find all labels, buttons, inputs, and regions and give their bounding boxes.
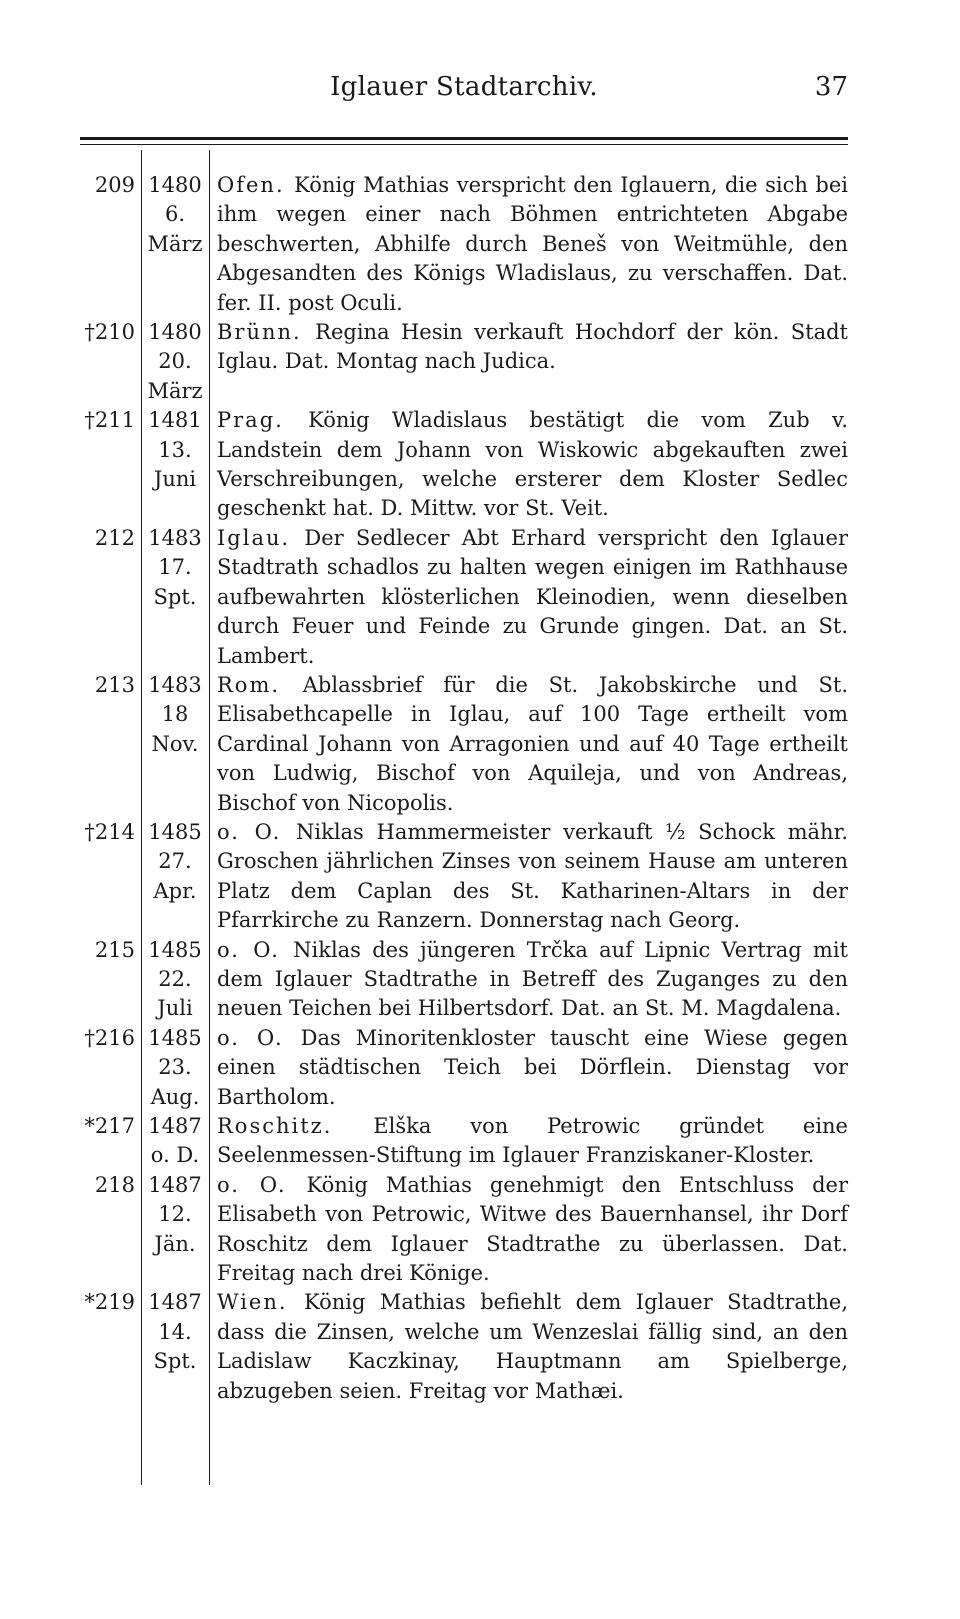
- register-entry: [80, 1288, 848, 1406]
- entry-date-line: März: [147, 378, 203, 403]
- entry-date-line: 1487: [148, 1290, 202, 1315]
- entry-text: [209, 936, 848, 1024]
- entry-number: †211: [84, 408, 135, 433]
- entry-date-line: 13.: [158, 437, 192, 462]
- entry-number: *219: [84, 1290, 135, 1315]
- entry-date-line: 23.: [158, 1055, 192, 1080]
- entry-body: König Mathias verspricht den Iglauern, die sich bei ihm wegen einer nach Böhmen entrichteten Abgabe beschwerten, Abhilfe durch Beneš von Weitmühle, den Abgesandten des Königs Wladislaus, zu verschaffen. Dat. fer. II. post Oculi.: [217, 173, 848, 315]
- entry-date-line: 20.: [158, 349, 192, 374]
- header-rule-thin: [80, 144, 848, 145]
- entry-date-line: 22.: [158, 966, 192, 991]
- entry-date-line: 18: [161, 702, 189, 727]
- entry-date-line: o. D.: [150, 1143, 200, 1168]
- entry-date-line: Jän.: [154, 1231, 196, 1256]
- entry-body: Das Minoritenkloster tauscht eine Wiese gegen einen städtischen Teich bei Dörflein. Dienstag vor Bartholom.: [217, 1025, 848, 1109]
- entry-date-line: Juli: [157, 996, 193, 1021]
- entry-date: [141, 1112, 209, 1171]
- entry-body: Ablassbrief für die St. Jakobskirche und St. Elisabethcapelle in Iglau, auf 100 Tage ertheilt vom Cardinal Johann von Arragonien und auf 40 Tage ertheilt von Ludwig, Bischof von Aquileja, und von Andreas, Bischof von Nicopolis.: [217, 672, 848, 815]
- entry-text: [209, 1288, 848, 1406]
- header-title: Iglauer Stadtarchiv.: [330, 72, 598, 102]
- entry-number: 215: [94, 937, 135, 962]
- entry-date: [141, 936, 209, 1024]
- entry-date: [141, 1288, 209, 1406]
- header-rule-thick: [80, 137, 848, 140]
- register-entry: [80, 1171, 848, 1289]
- register-entries: [80, 171, 848, 1406]
- entry-number: †210: [84, 320, 135, 345]
- entry-date: [141, 318, 209, 406]
- entry-number: †216: [84, 1025, 135, 1050]
- entry-date-line: Juni: [153, 467, 197, 492]
- entry-date: [141, 406, 209, 524]
- entry-text: [209, 406, 848, 524]
- entry-place: Wien.: [217, 1290, 304, 1315]
- entry-date-line: 1483: [148, 525, 202, 550]
- register-entry: [80, 406, 848, 524]
- entry-body: Regina Hesin verkauft Hochdorf der kön. Stadt Iglau. Dat. Montag nach Judica.: [217, 320, 848, 374]
- entry-number: 218: [94, 1172, 135, 1197]
- entry-body: König Mathias befiehlt dem Iglauer Stadtrathe, dass die Zinsen, welche um Wenzeslai fällig sind, an den Ladislaw Kaczkinay, Hauptmann am Spielberge, abzugeben seien. Freitag vor Mathæi.: [217, 1290, 848, 1403]
- entry-place: Iglau.: [217, 525, 305, 550]
- entry-date-line: Apr.: [153, 878, 197, 903]
- entry-date-line: 17.: [158, 555, 192, 580]
- entry-text: [209, 818, 848, 936]
- entry-body: König Wladislaus bestätigt die vom Zub v. Landstein dem Johann von Wiskowic abgekauften zwei Verschreibungen, welche ersterer dem Kloster Sedlec geschenkt hat. D. Mittw. vor St. Veit.: [217, 408, 848, 521]
- entry-body: Niklas des jüngeren Trčka auf Lipnic Vertrag mit dem Iglauer Stadtrathe in Betreff des Zuganges zu den neuen Teichen bei Hilbertsdorf. Dat. an St. M. Magdalena.: [217, 937, 848, 1021]
- entry-date-line: März: [147, 231, 203, 256]
- entry-date-line: 1485: [148, 1025, 202, 1050]
- entry-date: [141, 1171, 209, 1289]
- entry-date-line: 14.: [158, 1319, 192, 1344]
- entry-date-line: Aug.: [150, 1084, 200, 1109]
- entry-date-line: 12.: [158, 1202, 192, 1227]
- register-entry: [80, 171, 848, 318]
- entry-place: Roschitz.: [217, 1114, 374, 1138]
- register-entry: [80, 524, 848, 671]
- entry-date: [141, 671, 209, 818]
- entry-text: [209, 1171, 848, 1289]
- entry-number: 212: [94, 525, 135, 550]
- entry-body: König Mathias genehmigt den Entschluss der Elisabeth von Petrowic, Witwe des Bauernhansel, ihr Dorf Roschitz dem Iglauer Stadtrathe zu überlassen. Dat. Freitag nach drei Könige.: [217, 1172, 848, 1286]
- entry-date: [141, 1024, 209, 1112]
- register-entry: [80, 671, 848, 818]
- entry-date-line: 6.: [164, 202, 186, 227]
- entry-body: Elška von Petrowic gründet eine Seelenmessen-Stiftung im Iglauer Franziskaner-Kloster.: [217, 1114, 848, 1168]
- entry-date-line: 27.: [158, 849, 192, 874]
- entry-date-line: 1481: [148, 408, 202, 433]
- entry-body: Niklas Hammermeister verkauft ½ Schock mähr. Groschen jährlichen Zinses von seinem Hause am unteren Platz dem Caplan des St. Katharinen-Altars in der Pfarrkirche zu Ranzern. Donnerstag nach Georg.: [217, 819, 848, 933]
- entry-place: o. O.: [217, 819, 296, 844]
- register-entry: [80, 1024, 848, 1112]
- entry-number: 209: [94, 173, 135, 197]
- entry-date: [141, 524, 209, 671]
- entry-place: o. O.: [217, 1172, 307, 1197]
- register-entry: [80, 936, 848, 1024]
- entry-text: [209, 1112, 848, 1171]
- entry-text: [209, 318, 848, 406]
- entry-date-line: 1485: [148, 819, 202, 844]
- register-entry: [80, 1112, 848, 1171]
- entry-date: [141, 818, 209, 936]
- entry-date-line: 1487: [148, 1172, 202, 1197]
- entry-place: o. O.: [217, 1025, 301, 1050]
- entry-date-line: 1487: [148, 1114, 202, 1138]
- register-entry: [80, 818, 848, 936]
- entry-text: [209, 1024, 848, 1112]
- entry-number: 213: [94, 672, 135, 697]
- entry-date: [141, 171, 209, 318]
- entry-text: [209, 171, 848, 318]
- entry-date-line: 1480: [148, 320, 202, 345]
- entry-place: o. O.: [217, 937, 294, 962]
- entry-date-line: 1485: [148, 937, 202, 962]
- entry-body: Der Sedlecer Abt Erhard verspricht den Iglauer Stadtrath schadlos zu halten wegen einigen im Rathhause aufbewahrten klösterlichen Kleinodien, wenn dieselben durch Feuer und Feinde zu Grunde gingen. Dat. an St. Lambert.: [217, 525, 848, 668]
- entry-date-line: Spt.: [153, 584, 197, 609]
- entry-place: Brünn.: [217, 320, 316, 345]
- entry-place: Rom.: [217, 672, 303, 697]
- entry-date-line: Nov.: [151, 731, 199, 756]
- entry-date-line: 1483: [148, 672, 202, 697]
- running-header: [80, 72, 848, 112]
- entry-place: Ofen.: [217, 173, 295, 197]
- register-entry: [80, 318, 848, 406]
- entry-date-line: Spt.: [153, 1349, 197, 1374]
- entry-text: [209, 524, 848, 671]
- entry-text: [209, 671, 848, 818]
- page-number: 37: [814, 72, 848, 102]
- entry-number: †214: [84, 819, 135, 844]
- entry-number: *217: [84, 1114, 135, 1138]
- entry-date-line: 1480: [148, 173, 202, 197]
- entry-place: Prag.: [217, 408, 309, 433]
